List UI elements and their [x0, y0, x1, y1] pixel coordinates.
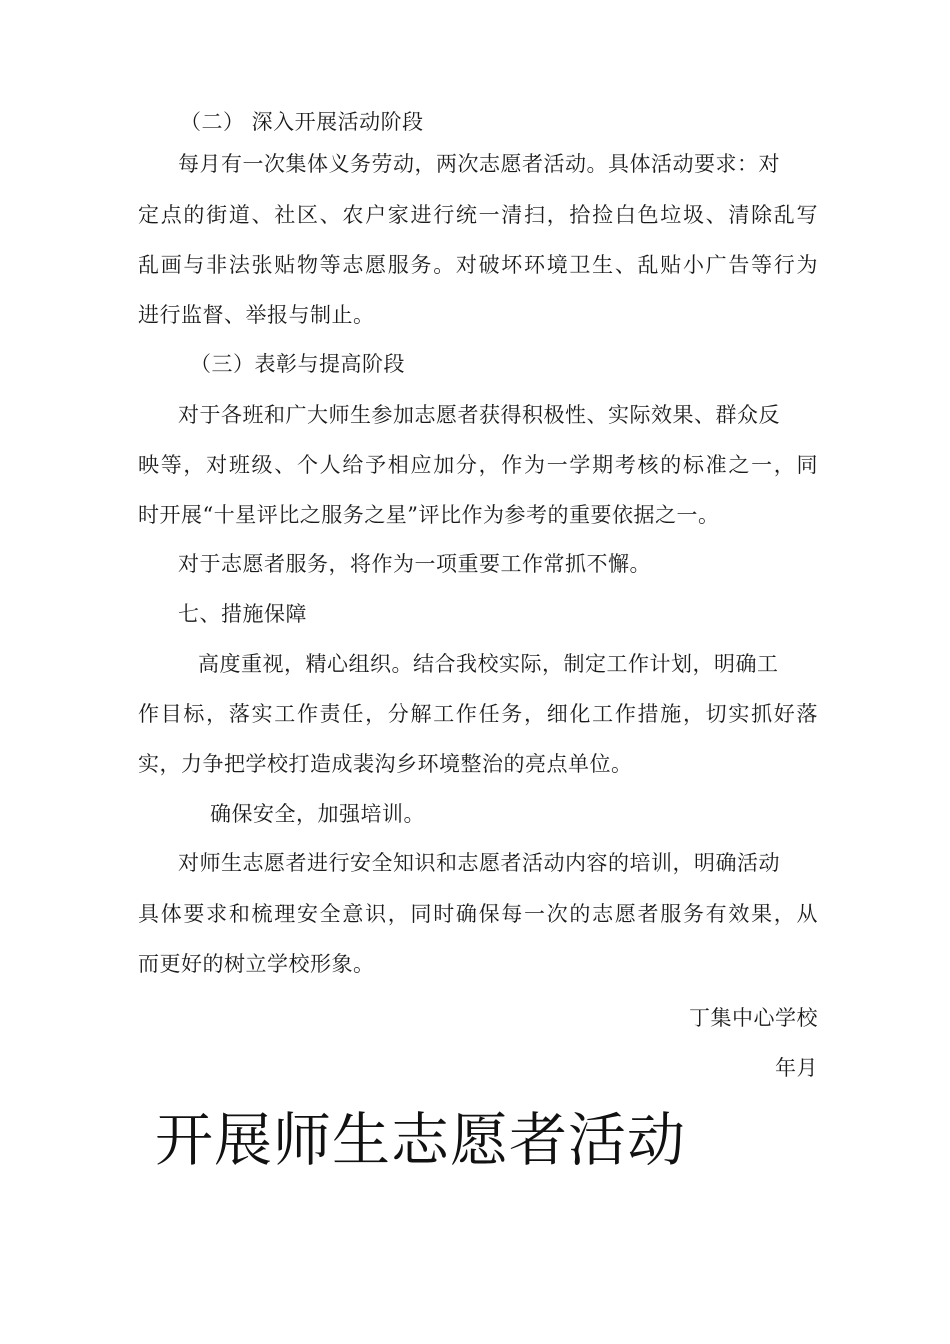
paragraph-line: 作目标，落实工作责任，分解工作任务，细化工作措施，切实抓好落	[138, 702, 818, 726]
paragraph-line: 实，力争把学校打造成裴沟乡环境整治的亮点单位。	[138, 752, 633, 776]
signature-date: 年月	[775, 1056, 818, 1080]
paragraph-line: 时开展“十星评比之服务之星”评比作为参考的重要依据之一。	[138, 503, 720, 527]
paragraph-line: 对于各班和广大师生参加志愿者获得积极性、实际效果、群众反	[178, 403, 780, 427]
paragraph-line: 具体要求和梳理安全意识，同时确保每一次的志愿者服务有效果，从	[138, 902, 818, 926]
paragraph-line: 对师生志愿者进行安全知识和志愿者活动内容的培训，明确活动	[178, 851, 780, 875]
section-heading-7: 七、措施保障	[178, 602, 307, 626]
paragraph-line: 而更好的树立学校形象。	[138, 952, 375, 976]
paragraph-line: 映等，对班级、个人给予相应加分，作为一学期考核的标准之一，同	[138, 453, 818, 477]
paragraph-line: 确保安全，加强培训。	[210, 802, 425, 826]
signature-school: 丁集中心学校	[689, 1006, 818, 1030]
paragraph-line: 乱画与非法张贴物等志愿服务。对破坏环境卫生、乱贴小广告等行为	[138, 253, 818, 277]
section-heading-2: （二） 深入开展活动阶段	[180, 110, 424, 134]
paragraph-line: 高度重视，精心组织。结合我校实际，制定工作计划，明确工	[198, 652, 779, 676]
paragraph-line: 定点的街道、社区、农户家进行统一清扫，拾捡白色垃圾、清除乱写	[138, 203, 818, 227]
paragraph-line: 进行监督、举报与制止。	[138, 303, 375, 327]
paragraph-line: 每月有一次集体义务劳动，两次志愿者活动。具体活动要求：对	[178, 152, 780, 176]
next-document-title: 开展师生志愿者活动	[155, 1106, 687, 1174]
paragraph-line: 对于志愿者服务，将作为一项重要工作常抓不懈。	[178, 552, 651, 576]
section-heading-3: （三）表彰与提高阶段	[190, 352, 405, 376]
